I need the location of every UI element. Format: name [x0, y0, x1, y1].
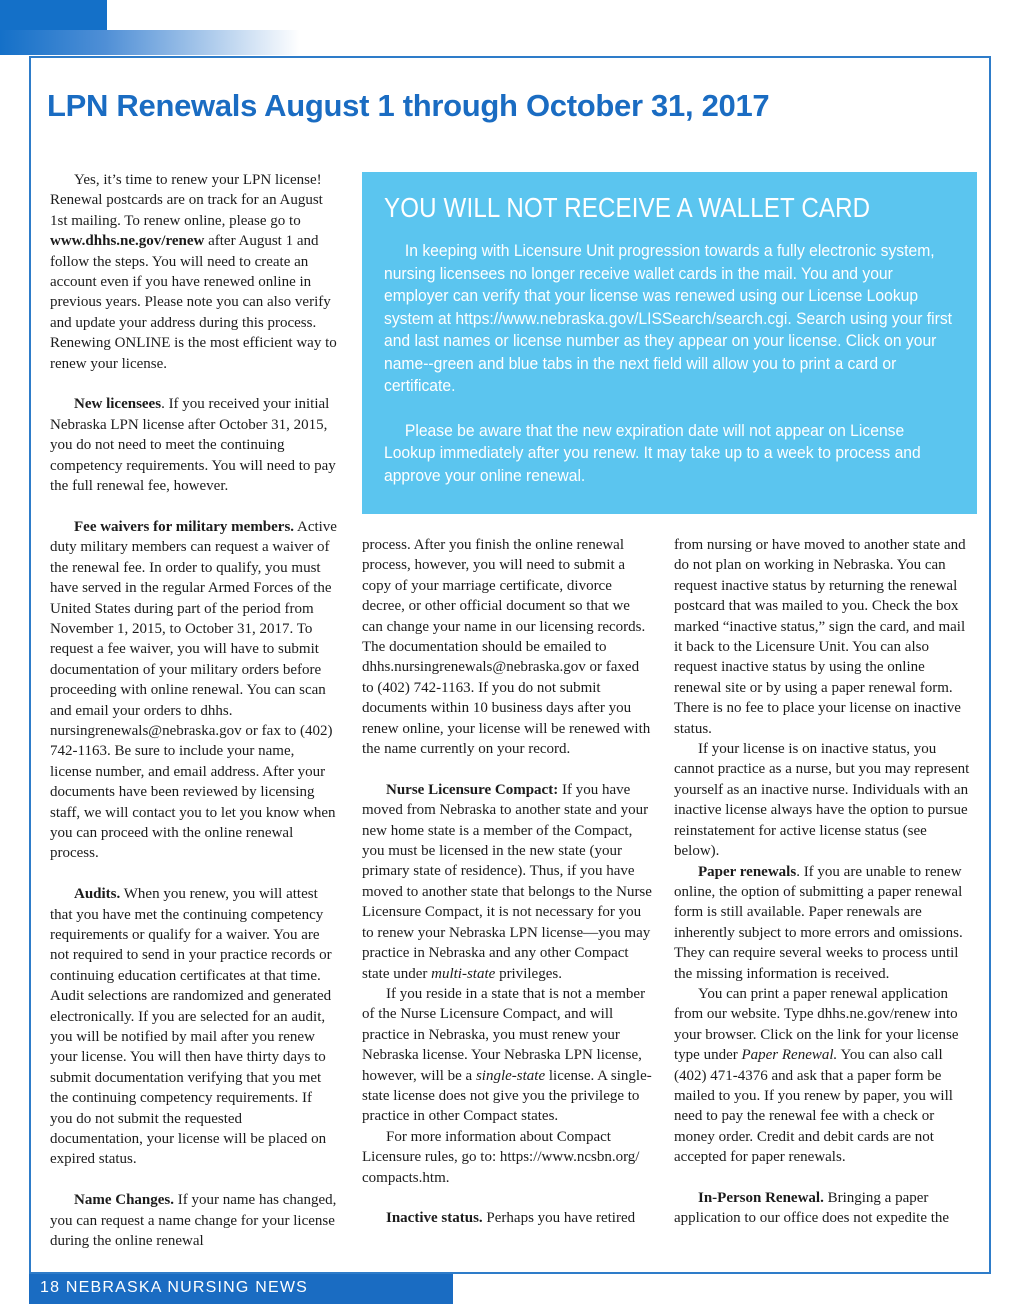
single-state-term: single-state — [475, 1067, 546, 1084]
renew-url-text: www.dhhs.ne.gov/renew — [50, 233, 205, 250]
nlc-text-a: If you have moved from Nebraska to another state and your new home state is a member of the Compact, you must be licensed in the new state (your primary state of residence). Thus, if you have moved to another state that belongs to the Nurse Licensure Compact, it is not necessary for you to renew your Nebraska LPN license—you may practice in Nebraska and any other Compact state under — [362, 781, 652, 982]
nlc-heading: Nurse Licensure Compact: — [386, 781, 559, 798]
fee-waiver-text: Active duty military members can request a waiver of the renewal fee. In order to qualify, you must have served in the regular Armed Forces of the United States during part of the period from November 1, 2015, to October 31, 2017. To request a fee waiver, you will have to submit documentation of your military orders before proceeding with online renewal. You can scan and email your orders to dhhs. nursingrenewals@nebraska.gov or fax to (402) 742-1163. Be sure to include your name, license number, and email address. After your documents have been reviewed by licensing staff, we will contact you to let you know when you can proceed with the online renewal process. — [50, 518, 337, 862]
inactive-status-text: Perhaps you have retired — [482, 1210, 636, 1227]
inactive-continued-paragraph: from nursing or have moved to another state and do not plan on working in Nebraska. You can request inactive status by returning the renewal postcard that was mailed to you. Check the box marked “inactive status,” sign the card, and mail it back to the Licensure Unit. You can also request inactive status by using the online renewal site or by using a paper renewal form. There is no fee to place your license on inactive status. — [674, 537, 966, 737]
new-licensees-text: . If you received your initial Nebraska LPN license after October 31, 2015, you do not need to meet the continuing competency requirements. You will need to pay the full renewal fee, however. — [50, 396, 336, 495]
inactive-status-heading: Inactive status. — [386, 1210, 483, 1227]
article-column-1 — [50, 170, 338, 1251]
page-number: 18 — [40, 1279, 61, 1296]
intro-text-a: Yes, it’s time to renew your LPN license! Renewal postcards are on track for an August 1st mailing. To renew online, please go to — [50, 172, 323, 229]
paper-renewals-heading: Paper renewals — [698, 863, 797, 880]
new-licensees-heading: New licensees — [74, 396, 162, 413]
page-title: LPN Renewals August 1 through October 31, 2017 — [47, 88, 770, 123]
callout-paragraph-2: Please be aware that the new expiration date will not appear on License Lookup immediately after you renew. It may take up to a week to process and approve your online renewal. — [384, 421, 921, 485]
fee-waiver-heading: Fee waivers for military members. — [74, 518, 295, 535]
name-changes-heading: Name Changes. — [74, 1192, 174, 1209]
callout-title: YOU WILL NOT RECEIVE A WALLET CARD — [384, 192, 871, 223]
paper-renewal-term: Paper Renewal. — [741, 1047, 838, 1064]
audits-heading: Audits. — [74, 886, 121, 903]
article-column-3 — [674, 535, 970, 1229]
footer-label — [40, 1279, 308, 1297]
new-licensees-paragraph — [50, 394, 338, 496]
corner-accent-block — [0, 0, 107, 30]
name-change-continued-paragraph: process. After you finish the online renewal process, however, you will need to submit a copy of your marriage certificate, divorce decree, or other official document so that we can change your name in our licensing records. The documentation should be emailed to dhhs.nursingrenewals@nebraska.gov or faxed to (402) 742-1163. If you do not submit documents within 10 business days after you renew online, your license will be renewed with the name currently on your record. — [362, 537, 651, 758]
callout-paragraph-1: In keeping with Licensure Unit progression towards a fully electronic system, nursing licensees no longer receive wallet cards in the mail. You and your employer can verify that your license was renewed using our License Lookup system at https://www.nebraska.gov/LISSearch/search.cgi. Search using your first and last names or license number as they appear on your license. Click on your name--green and blue tabs in the next field will allow you to print a card or certificate. — [384, 242, 953, 395]
intro-text-b: after August 1 and follow the steps. You will need to create an account even if you have renewed online in previous years. Please note you can also verify and update your address during this process. Renewing ONLINE is the most efficient way to renew your license. — [50, 233, 337, 372]
nlc-text-b: privileges. — [495, 965, 562, 982]
nlc-paragraph — [362, 780, 654, 984]
in-person-renewal-text: Bringing a paper application to our office does not expedite the — [674, 1189, 950, 1227]
reside-text-b: license. A single-state license does not give you the privilege to practice in other Compact states. — [362, 1067, 652, 1125]
name-changes-text: If your name has changed, you can request a name change for your license during the online renewal — [50, 1192, 337, 1250]
inactive-practice-paragraph: If your license is on inactive status, you cannot practice as a nurse, but you may represent yourself as an inactive nurse. Individuals with an inactive license always have the option to pursue reinstatement for active license status (see below). — [674, 741, 970, 860]
name-changes-paragraph — [50, 1190, 338, 1251]
audits-text: When you renew, you will attest that you have met the continuing competency requirements or qualify for a waiver. You are not required to send in your practice records or continuing education certificates at that time. Audit selections are randomized and generated electronically. If you are selected for an audit, you will be notified by mail after you renew your license. You will then have thirty days to submit documentation verifying that you met the continuing competency requirements. If you do not submit the requested documentation, your license will be placed on expired status. — [50, 886, 332, 1168]
multi-state-term: multi-state — [431, 965, 496, 982]
wallet-card-callout — [362, 172, 977, 514]
audits-paragraph — [50, 884, 338, 1170]
intro-paragraph — [50, 170, 338, 374]
reside-text-a: If you reside in a state that is not a member of the Nurse Licensure Compact, and will practice in Nebraska, you must renew your Nebraska license. Your Nebraska LPN license, however, will be a — [362, 985, 646, 1084]
compact-info-paragraph: For more information about Compact Licensure rules, go to: https://www.ncsbn.org/ compacts.htm. — [362, 1128, 640, 1186]
reside-paragraph — [362, 984, 654, 1127]
in-person-renewal-heading: In-Person Renewal. — [698, 1189, 824, 1206]
article-column-2 — [362, 535, 654, 1229]
fee-waiver-paragraph — [50, 517, 338, 864]
print-application-paragraph — [674, 984, 970, 1168]
publication-name: NEBRASKA NURSING NEWS — [65, 1279, 308, 1296]
header-gradient-bar — [0, 30, 300, 55]
paper-renewals-paragraph — [674, 862, 970, 984]
print-text-b: You can also call (402) 471-4376 and ask that a paper form be mailed to you. If you renew by paper, you will need to pay the renewal fee with a check or money order. Credit and debit cards are not accepted for paper renewals. — [674, 1047, 953, 1166]
inactive-status-paragraph — [362, 1208, 654, 1228]
print-text-a: You can print a paper renewal application from our website. Type dhhs.ne.gov/renew into your browser. Click on the link for your license type under — [674, 985, 959, 1064]
in-person-renewal-paragraph — [674, 1188, 970, 1229]
paper-renewals-text: . If you are unable to renew online, the option of submitting a paper renewal form is still available. Paper renewals are inherently subject to more errors and omissions. They can require several weeks to process until the missing information is received. — [674, 863, 963, 982]
